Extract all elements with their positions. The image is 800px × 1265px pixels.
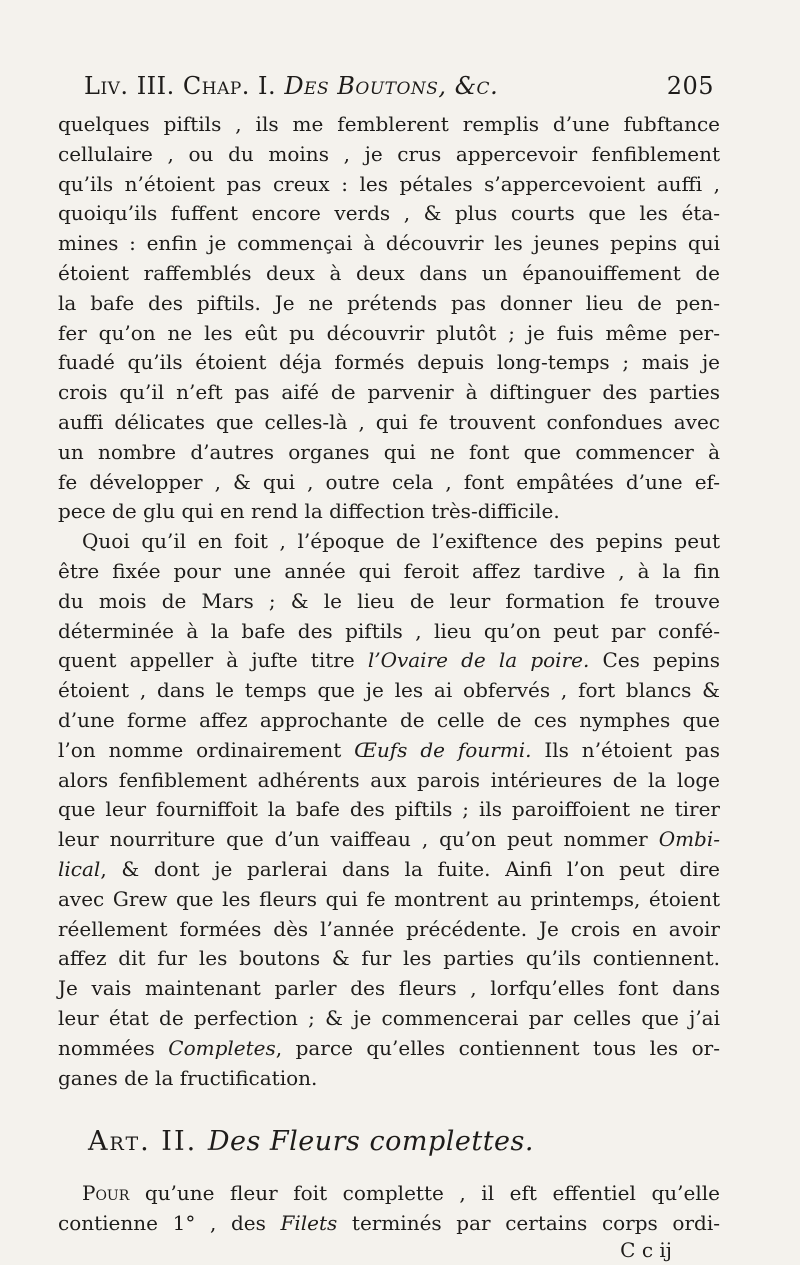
text-line: pece de glu qui en rend la diffection très-difficile. [58, 499, 560, 524]
text-line: fer qu’on ne les eût pu découvrir plutôt ; je fuis même per- [58, 320, 720, 345]
text-line: ganes de la fructification. [58, 1065, 318, 1090]
signature-mark: C c ij [620, 1237, 672, 1262]
text-line: étoient , dans le temps que je les ai obfervés , fort blancs & [58, 678, 720, 703]
body-text [58, 110, 720, 1265]
italic-term: Completes [168, 1035, 276, 1060]
text-fragment: nommées [58, 1035, 155, 1060]
text-line: être fixée pour une année qui feroit affez tardive , à la fin [58, 558, 720, 583]
text-line: déterminée à la bafe des piftils , lieu qu’on peut par confé- [58, 618, 720, 643]
text-line [58, 1034, 720, 1064]
text-line: fuadé qu’ils étoient déja formés depuis long-temps ; mais je [58, 350, 720, 375]
text-line: du mois de Mars ; & le lieu de leur formation fe trouve [58, 588, 720, 613]
text-line: réellement formées dès l’année précédente. Je crois en avoir [58, 916, 720, 941]
text-line [58, 736, 720, 766]
text-fragment: leur nourriture que d’un vaiffeau , qu’on peut nommer [58, 827, 648, 852]
text-line: quelques piftils , ils me femblerent remplis d’une fubftance [58, 112, 720, 136]
italic-term: Ombi- [658, 827, 721, 852]
text-line: avec Grew que les fleurs qui fe montrent au printemps, étoient [58, 886, 720, 911]
text-line: alors fenfiblement adhérents aux parois intérieures de la loge [58, 767, 720, 792]
text-line: mines : enfin je commençai à découvrir les jeunes pepins qui [58, 231, 720, 256]
text-line: d’une forme affez approchante de celle de ces nymphes que [58, 707, 720, 732]
italic-term: lical [58, 856, 101, 881]
text-line: crois qu’il n’eft pas aifé de parvenir à diftinguer des parties [58, 380, 720, 405]
text-fragment: quent appeller à jufte titre [58, 648, 355, 673]
text-line [58, 1179, 720, 1209]
text-line: affez dit fur les boutons & fur les parties qu’ils contiennent. [58, 946, 720, 971]
running-head-left [84, 72, 498, 100]
text-fragment: Pour [82, 1181, 130, 1206]
running-head-chapter: Liv. III. Chap. I. [84, 72, 277, 100]
text-line [58, 855, 720, 885]
text-fragment: l’on nomme ordinairement [58, 737, 342, 762]
text-fragment: contienne 1° , des [58, 1211, 266, 1236]
text-line: qu’ils n’étoient pas creux : les pétales s’appercevoient auffi , [58, 171, 720, 196]
text-line: étoient raffemblés deux à deux dans un épanouiffement de [58, 260, 720, 285]
text-fragment: Ils n’étoient pas [544, 737, 720, 762]
text-fragment: qu’une fleur foit complette , il eft effentiel qu’elle [144, 1181, 720, 1206]
section-gap [58, 1093, 720, 1121]
article-label: Art. II. [88, 1126, 198, 1158]
text-fragment: terminés par certains corps ordi- [351, 1211, 720, 1236]
page-number: 205 [666, 72, 714, 100]
section-gap [58, 1163, 720, 1179]
text-line [58, 825, 720, 855]
text-line: leur état de perfection ; & je commencerai par celles que j’ai [58, 1005, 720, 1030]
text-line: cellulaire , ou du moins , je crus appercevoir fenfiblement [58, 141, 720, 166]
text-line: Quoi qu’il en foit , l’époque de l’exiftence des pepins peut [82, 529, 720, 554]
text-line: que leur fourniffoit la bafe des piftils ; ils paroiffoient ne tirer [58, 797, 720, 822]
text-line: quoiqu’ils fuffent encore verds , & plus courts que les éta- [58, 201, 720, 226]
text-line: un nombre d’autres organes qui ne font que commencer à [58, 439, 720, 464]
italic-term: Filets [280, 1211, 338, 1236]
text-fragment: , parce qu’elles contiennent tous les or- [275, 1035, 720, 1060]
text-fragment: Ces pepins [602, 648, 721, 673]
running-head [84, 72, 714, 106]
article-title: Des Fleurs complettes. [207, 1126, 534, 1158]
italic-term: Œufs de fourmi. [354, 737, 532, 762]
text-line [58, 646, 720, 676]
text-line [58, 1209, 720, 1239]
text-line: auffi délicates que celles-là , qui fe trouvent confondues avec [58, 409, 720, 434]
text-fragment: , & dont je parlerai dans la fuite. Ainfi l’on peut dire [100, 856, 720, 881]
text-line: la bafe des piftils. Je ne prétends pas donner lieu de pen- [58, 290, 720, 315]
text-line: fe développer , & qui , outre cela , font empâtées d’une ef- [58, 469, 720, 494]
article-heading [58, 1121, 720, 1163]
running-head-title: Des Boutons, &c. [284, 72, 499, 100]
text-line: Je vais maintenant parler des fleurs , lorfqu’elles font dans [58, 976, 720, 1001]
italic-term: l’Ovaire de la poire. [367, 648, 590, 673]
